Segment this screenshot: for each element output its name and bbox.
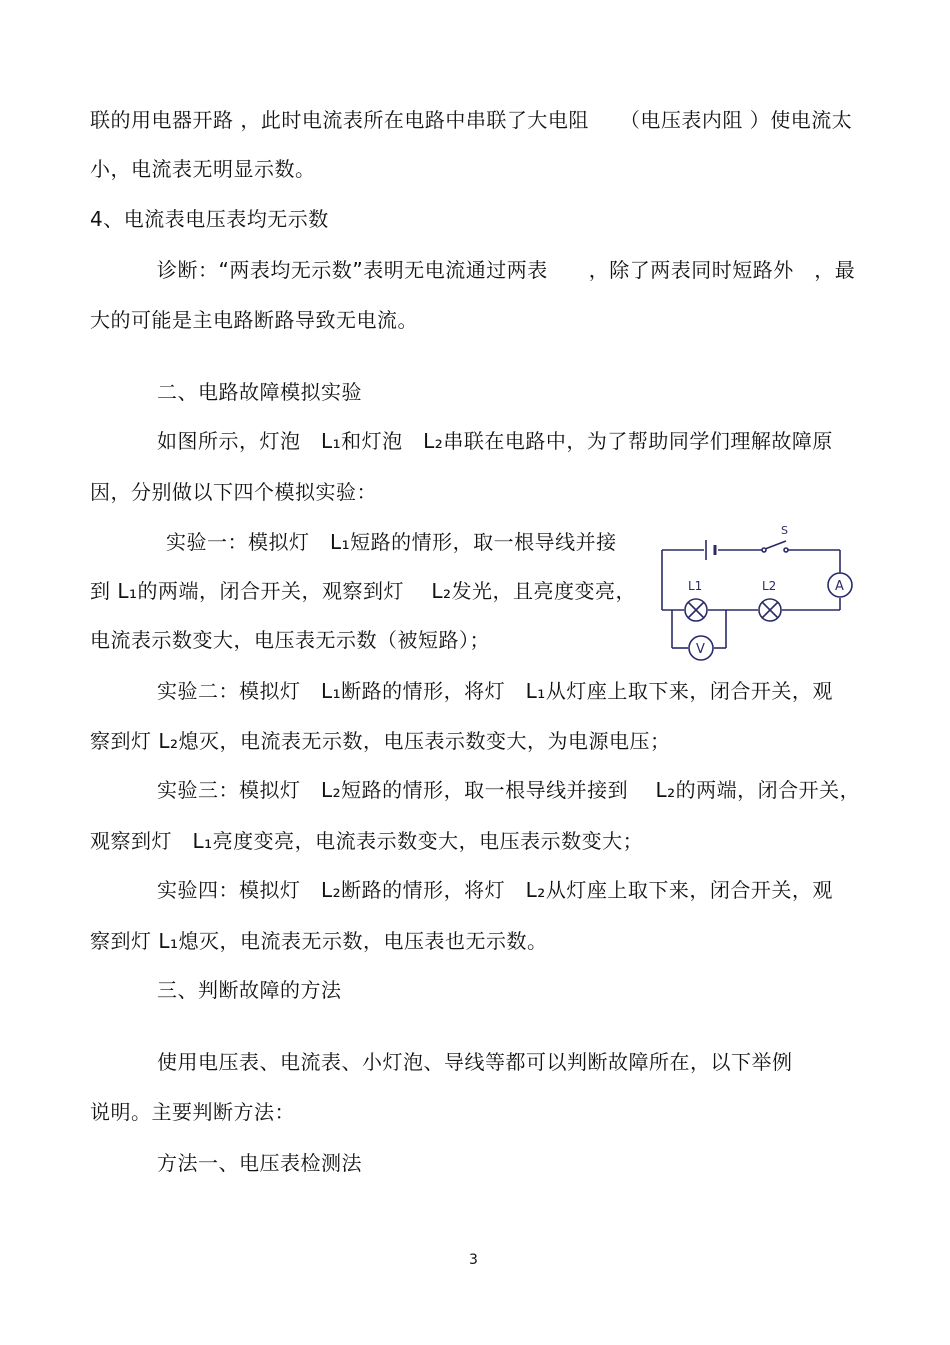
text-line: 实验二：模拟灯 L₁断路的情形，将灯 L₁从灯座上取下来，闭合开关，观 xyxy=(157,679,833,703)
lamp2-label: L2 xyxy=(762,579,777,593)
text-line: 说明。主要判断方法： xyxy=(90,1100,295,1124)
text-line: 4、电流表电压表均无示数 xyxy=(90,207,329,231)
ammeter-icon xyxy=(828,573,852,597)
lamp1-label: L1 xyxy=(688,579,703,593)
battery-icon xyxy=(706,540,715,560)
text-line: 联的用电器开路 ，此时电流表所在电路中串联了大电阻 （电压表内阻 ）使电流太 xyxy=(90,108,853,132)
section-heading: 二、电路故障模拟实验 xyxy=(157,380,362,404)
text-line: 观察到灯 L₁亮度变亮，电流表示数变大，电压表示数变大； xyxy=(90,829,644,853)
section-heading: 三、判断故障的方法 xyxy=(157,978,342,1002)
circuit-diagram xyxy=(652,518,862,664)
text-line: 大的可能是主电路断路导致无电流。 xyxy=(90,308,418,332)
switch-label: S xyxy=(781,524,788,537)
text-line: 因，分别做以下四个模拟实验： xyxy=(90,480,377,504)
ammeter-label: A xyxy=(835,579,844,594)
switch-icon xyxy=(762,541,788,552)
lamp-icon xyxy=(685,599,707,621)
voltmeter-icon xyxy=(689,636,713,660)
text-line: 电流表示数变大，电压表无示数（被短路）； xyxy=(90,628,490,652)
text-line: 诊断：“两表均无示数”表明无电流通过两表 ，除了两表同时短路外 ，最 xyxy=(157,258,856,282)
text-line: 实验一：模拟灯 L₁短路的情形，取一根导线并接 xyxy=(166,530,617,554)
text-line: 到 L₁的两端，闭合开关，观察到灯 L₂发光，且亮度变亮， xyxy=(90,579,637,603)
text-line: 察到灯 L₁熄灭，电流表无示数，电压表也无示数。 xyxy=(90,929,548,953)
text-line: 小，电流表无明显示数。 xyxy=(90,157,316,181)
text-line: 使用电压表、电流表、小灯泡、导线等都可以判断故障所在，以下举例 xyxy=(157,1050,793,1074)
page-number: 3 xyxy=(469,1252,478,1268)
text-line: 方法一、电压表检测法 xyxy=(157,1151,362,1175)
text-line: 实验四：模拟灯 L₂断路的情形，将灯 L₂从灯座上取下来，闭合开关，观 xyxy=(157,878,833,902)
voltmeter-label: V xyxy=(696,642,705,657)
text-line: 如图所示，灯泡 L₁和灯泡 L₂串联在电路中，为了帮助同学们理解故障原 xyxy=(157,429,833,453)
lamp-icon xyxy=(759,599,781,621)
text-line: 察到灯 L₂熄灭，电流表无示数，电压表示数变大，为电源电压； xyxy=(90,729,671,753)
text-line: 实验三：模拟灯 L₂短路的情形，取一根导线并接到 L₂的两端，闭合开关， xyxy=(157,778,861,802)
